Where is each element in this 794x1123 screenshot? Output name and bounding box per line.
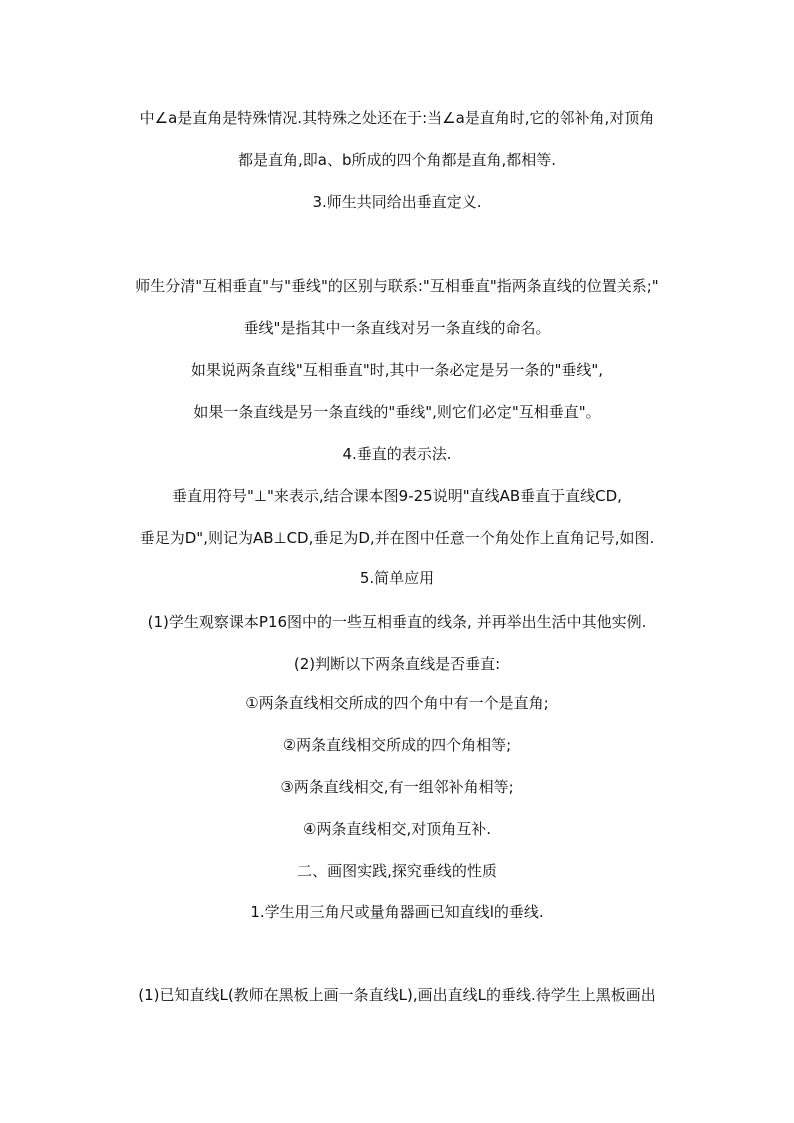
list-item: ①两条直线相交所成的四个角中有一个是直角; bbox=[245, 694, 549, 712]
text-line: 3.师生共同给出垂直定义. bbox=[312, 193, 482, 211]
text-line: 如果一条直线是另一条直线的"垂线",则它们必定"互相垂直"。 bbox=[193, 403, 601, 421]
text-line: 1.学生用三角尺或量角器画已知直线l的垂线. bbox=[250, 903, 544, 921]
list-item: ②两条直线相交所成的四个角相等; bbox=[282, 736, 512, 754]
text-line: 垂直用符号"⊥"来表示,结合课本图9-25说明"直线AB垂直于直线CD, bbox=[172, 487, 622, 505]
text-line: 垂足为D",则记为AB⊥CD,垂足为D,并在图中任意一个角处作上直角记号,如图. bbox=[139, 529, 655, 547]
text-line: (2)判断以下两条直线是否垂直: bbox=[293, 655, 501, 673]
text-line: 师生分清"互相垂直"与"垂线"的区别与联系:"互相垂直"指两条直线的位置关系;" bbox=[135, 277, 659, 295]
text-line: (1)学生观察课本P16图中的一些互相垂直的线条, 并再举出生活中其他实例. bbox=[147, 613, 647, 631]
text-line: 垂线"是指其中一条直线对另一条直线的命名。 bbox=[243, 319, 551, 337]
section-heading: 二、画图实践,探究垂线的性质 bbox=[297, 862, 497, 880]
section-heading: 5.简单应用 bbox=[359, 569, 435, 587]
list-item: ③两条直线相交,有一组邻补角相等; bbox=[280, 778, 514, 796]
section-heading: 4.垂直的表示法. bbox=[342, 445, 452, 463]
list-item: ④两条直线相交,对顶角互补. bbox=[303, 820, 491, 838]
text-line: 中∠a是直角是特殊情况.其特殊之处还在于:当∠a是直角时,它的邻补角,对顶角 bbox=[139, 109, 655, 127]
text-line: (1)已知直线L(教师在黑板上画一条直线L),画出直线L的垂线.待学生上黑板画出 bbox=[138, 986, 656, 1004]
text-line: 都是直角,即a、b所成的四个角都是直角,都相等. bbox=[237, 151, 557, 169]
text-line: 如果说两条直线"互相垂直"时,其中一条必定是另一条的"垂线", bbox=[190, 361, 604, 379]
